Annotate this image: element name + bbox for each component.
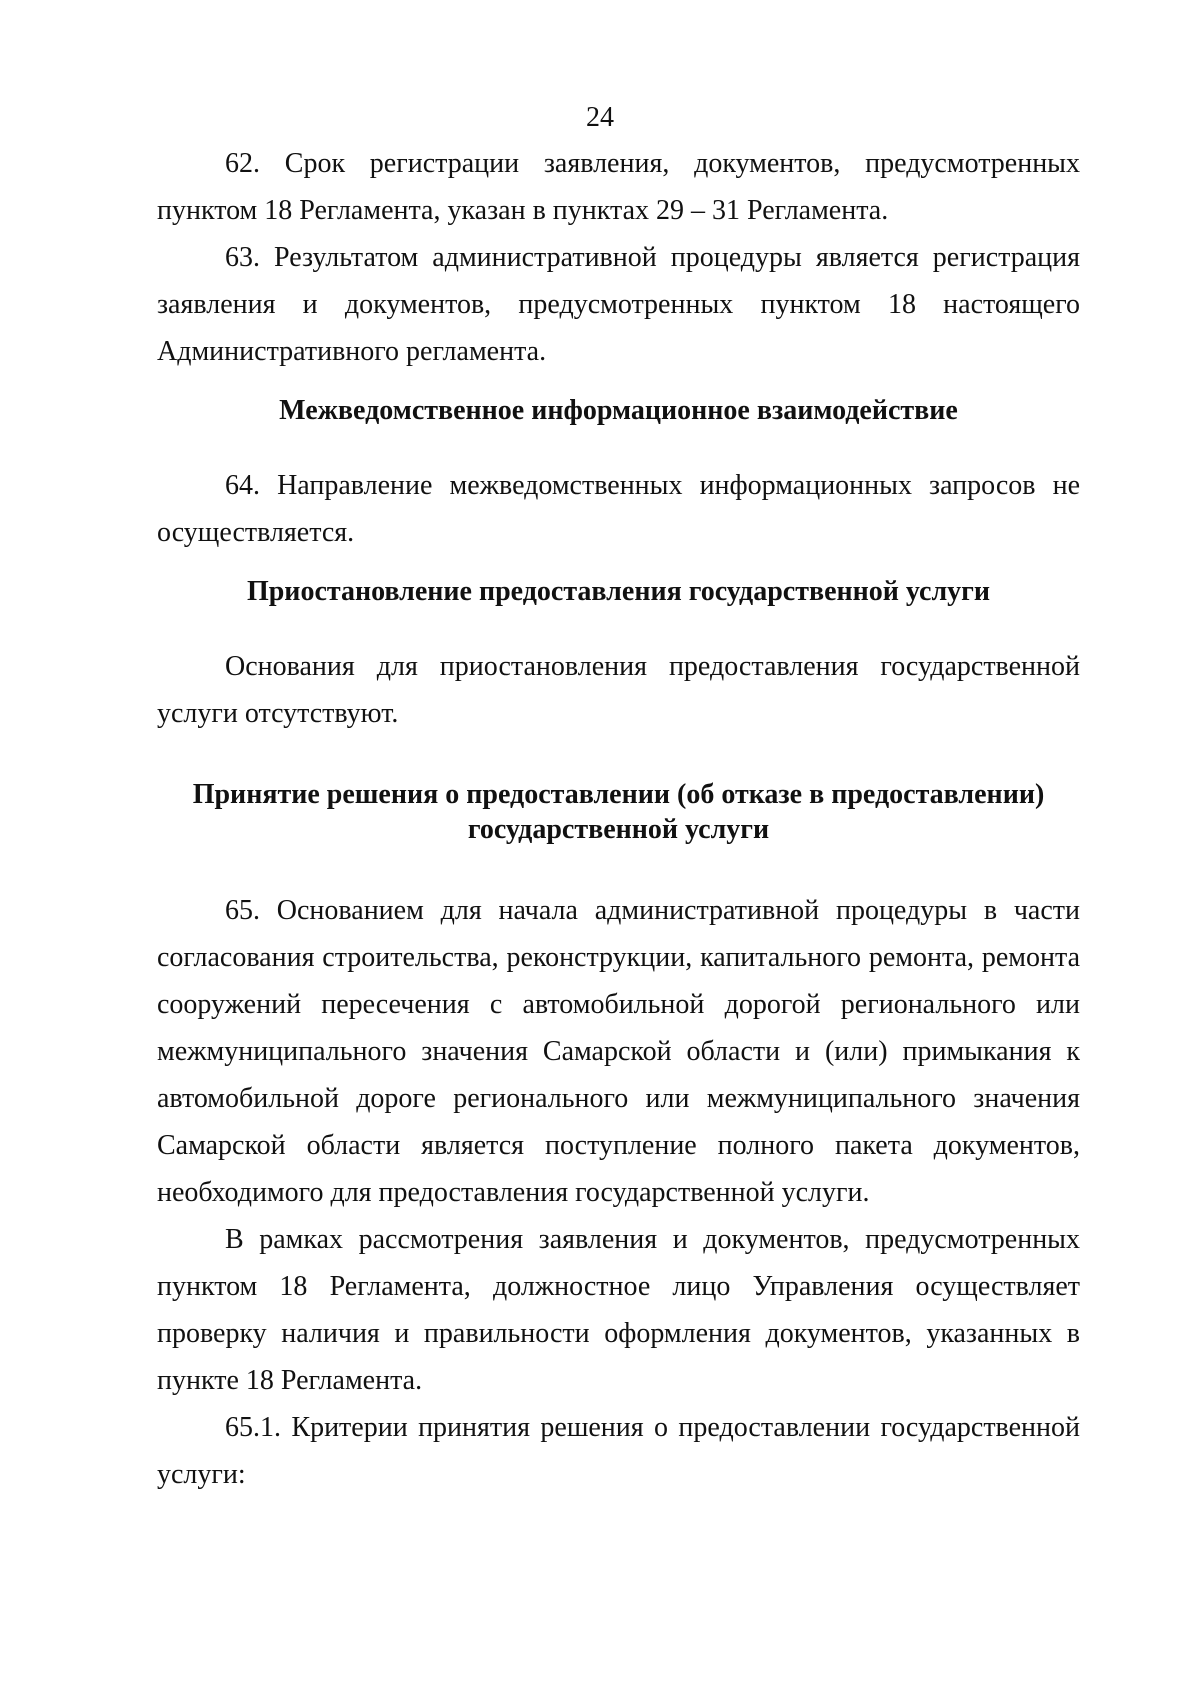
document-body xyxy=(157,140,1080,1498)
paragraph-65: 65. Основанием для начала административной процедуры в части согласования строительства, реконструкции, капитального ремонта, ремонта сооружений пересечения с автомобильной дорогой регионального или межмуниципального значения Самарской области и (или) примыкания к автомобильной дороге регионального или межмуниципального значения Самарской области является поступление полного пакета документов, необходимого для предоставления государственной услуги. xyxy=(157,895,1080,1208)
heading-decision-line2: государственной услуги xyxy=(467,814,770,845)
paragraph-62: 62. Срок регистрации заявления, документов, предусмотренных пунктом 18 Регламента, указан в пунктах 29 – 31 Регламента. xyxy=(157,148,1080,226)
heading-decision-line1: Принятие решения о предоставлении (об отказе в предоставлении) xyxy=(192,779,1045,810)
paragraph-65-review: В рамках рассмотрения заявления и документов, предусмотренных пунктом 18 Регламента, должностное лицо Управления осуществляет проверку наличия и правильности оформления документов, указанных в пункте 18 Регламента. xyxy=(157,1224,1080,1396)
heading-suspension: Приостановление предоставления государственной услуги xyxy=(246,576,991,607)
paragraph-63: 63. Результатом административной процедуры является регистрация заявления и документов, предусмотренных пунктом 18 настоящего Административного регламента. xyxy=(157,242,1080,367)
paragraph-64: 64. Направление межведомственных информационных запросов не осуществляется. xyxy=(157,470,1080,548)
paragraph-65-1: 65.1. Критерии принятия решения о предоставлении государственной услуги: xyxy=(157,1412,1080,1490)
page-number: 24 xyxy=(586,102,614,133)
heading-interagency: Межведомственное информационное взаимодействие xyxy=(279,395,958,426)
paragraph-suspension: Основания для приостановления предоставления государственной услуги отсутствуют. xyxy=(157,651,1080,729)
